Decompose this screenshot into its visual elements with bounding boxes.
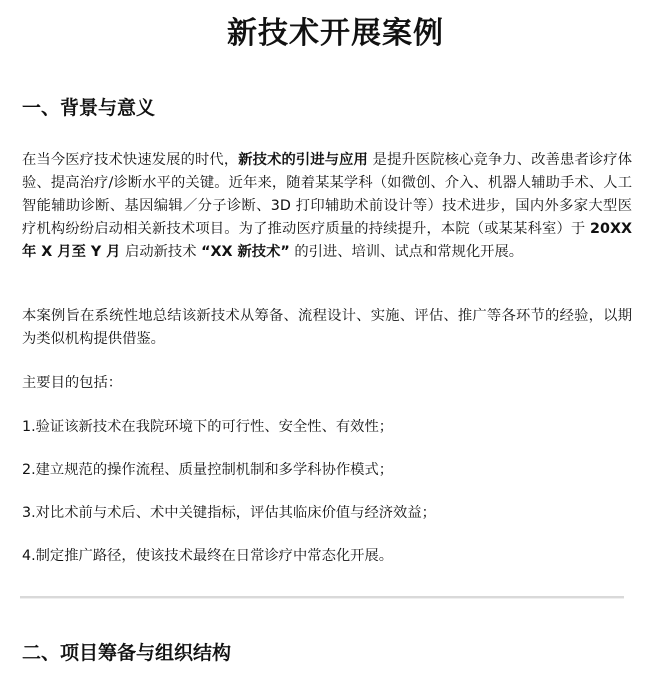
paragraph-text: 在当今医疗技术快速发展的时代， bbox=[22, 152, 239, 168]
paragraph-bold-tech-name: “XX 新技术” bbox=[201, 244, 290, 260]
objectives-intro: 主要目的包括： bbox=[22, 375, 123, 391]
paragraph-text: 是提升医院核心竞争力、改善患者诊疗体验、提高治疗/诊断水平的关键。近年来，随着某某学科（如微创、介入、机器人辅助手术、人工智能辅助诊断、基因编辑／分子诊断、3D 打印辅助术前设计等）技术进步，国内外多家大型医疗机构纷纷启动相关新技术项目。为了推动医疗质量的持续提升，本院（或某某科室）于 bbox=[22, 152, 633, 237]
purpose-paragraph: 本案例旨在系统性地总结该新技术从筹备、流程设计、实施、评估、推广等各环节的经验，以期为类似机构提供借鉴。 bbox=[22, 308, 632, 347]
section-heading-background: 一、背景与意义 bbox=[22, 97, 156, 119]
paragraph-text: 启动新技术 bbox=[120, 244, 202, 260]
paragraph-text: 的引进、培训、试点和常规化开展。 bbox=[289, 244, 524, 260]
document-title: 新技术开展案例 bbox=[227, 16, 444, 51]
list-item: 3.对比术前与术后、术中关键指标，评估其临床价值与经济效益； bbox=[22, 505, 436, 521]
paragraph-bold-text: 新技术的引进与应用 bbox=[238, 152, 368, 168]
section-heading-organization: 二、项目筹备与组织结构 bbox=[22, 642, 232, 664]
background-paragraph bbox=[22, 149, 632, 264]
list-item: 1.验证该新技术在我院环境下的可行性、安全性、有效性； bbox=[22, 419, 394, 435]
section-divider bbox=[20, 596, 624, 599]
list-item: 2.建立规范的操作流程、质量控制机制和多学科协作模式； bbox=[22, 462, 394, 478]
paragraph-bold-date: 20XX 年 X 月至 Y 月 bbox=[22, 221, 632, 260]
list-item: 4.制定推广路径，使该技术最终在日常诊疗中常态化开展。 bbox=[22, 548, 394, 564]
